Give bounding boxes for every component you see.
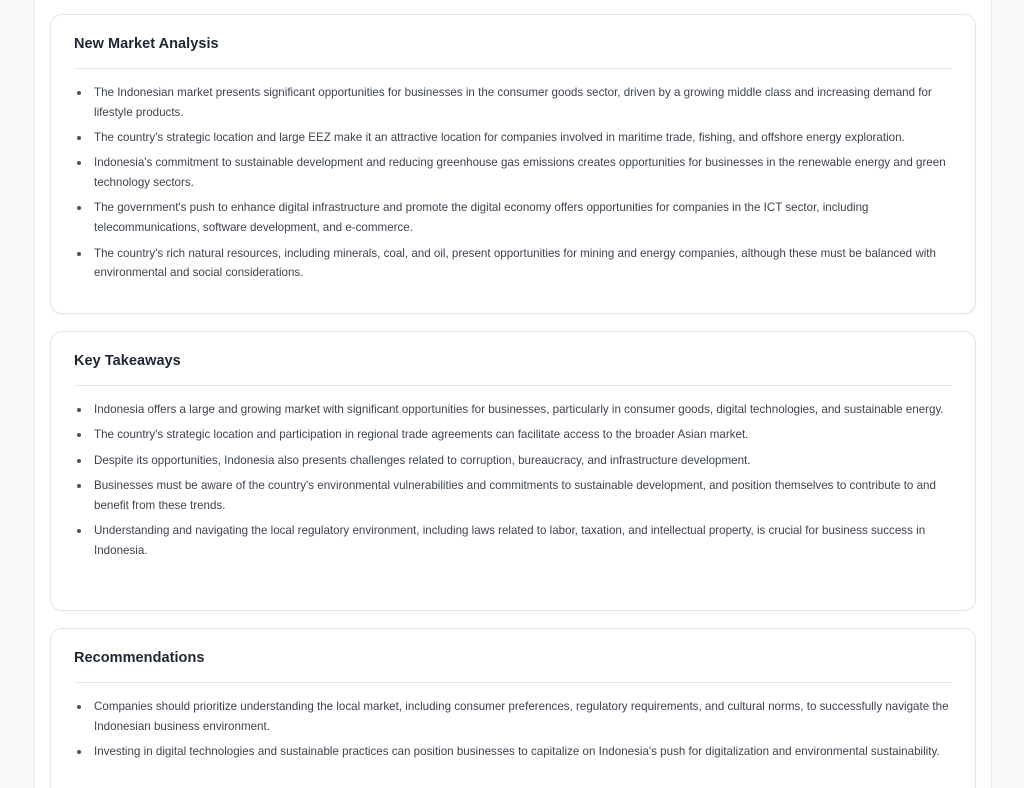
bullet-icon	[77, 91, 81, 95]
bullet-text: The government's push to enhance digital infrastructure and promote the digital economy offers opportunities for companies in the ICT sector, including telecommunications, software development, and e-commerce.	[94, 201, 869, 235]
bullet-list	[74, 400, 952, 566]
bullet-text: Businesses must be aware of the country's environmental vulnerabilities and commitments to sustainable development, and position themselves to contribute to and benefit from these trends.	[94, 478, 936, 512]
bullet-item	[74, 742, 952, 762]
bullet-icon	[77, 206, 81, 210]
bullet-list	[74, 83, 952, 289]
recommendations-card	[50, 628, 976, 788]
section-title: Recommendations	[74, 650, 205, 666]
bullet-item	[74, 476, 952, 516]
bullet-text: The country's strategic location and large EEZ make it an attractive location for companies involved in maritime trade, fishing, and offshore energy exploration.	[94, 131, 905, 145]
bullet-icon	[77, 136, 81, 140]
bullet-icon	[77, 484, 81, 488]
bullet-item	[74, 521, 952, 561]
section-divider	[74, 385, 952, 386]
bullet-text: The Indonesian market presents significant opportunities for businesses in the consumer goods sector, driven by a growing middle class and increasing demand for lifestyle products.	[94, 86, 932, 119]
section-title: Key Takeaways	[74, 353, 181, 369]
bullet-item	[74, 153, 952, 193]
bullet-text: Companies should prioritize understanding the local market, including consumer preferences, regulatory requirements, and cultural norms, to successfully navigate the Indonesian business environment.	[94, 700, 949, 733]
section-title: New Market Analysis	[74, 36, 219, 52]
bullet-text: The country's strategic location and participation in regional trade agreements can facilitate access to the broader Asian market.	[94, 428, 749, 442]
bullet-text: Indonesia offers a large and growing market with significant opportunities for businesses, particularly in consumer goods, digital technologies, and sustainable energy.	[94, 403, 944, 416]
bullet-item	[74, 425, 952, 445]
bullet-text: Indonesia's commitment to sustainable development and reducing greenhouse gas emissions creates opportunities for businesses in the renewable energy and green technology sectors.	[94, 156, 946, 190]
bullet-icon	[77, 408, 81, 412]
report-page	[34, 0, 992, 788]
bullet-text: Understanding and navigating the local regulatory environment, including laws related to labor, taxation, and intellectual property, is crucial for business success in Indonesia.	[94, 523, 926, 557]
bullet-item	[74, 244, 952, 284]
bullet-icon	[77, 459, 81, 463]
bullet-text: Despite its opportunities, Indonesia also presents challenges related to corruption, bureaucracy, and infrastructure development.	[94, 453, 751, 467]
bullet-item	[74, 697, 952, 737]
bullet-icon	[77, 433, 81, 437]
bullet-item	[74, 128, 952, 148]
bullet-item	[74, 451, 952, 471]
section-divider	[74, 682, 952, 683]
bullet-icon	[77, 705, 81, 709]
bullet-item	[74, 400, 952, 420]
section-divider	[74, 68, 952, 69]
bullet-icon	[77, 252, 81, 256]
bullet-icon	[77, 161, 81, 165]
bullet-icon	[77, 750, 81, 754]
bullet-icon	[77, 529, 81, 533]
bullet-item	[74, 198, 952, 238]
new-market-analysis-card	[50, 14, 976, 314]
key-takeaways-card	[50, 331, 976, 611]
bullet-text: Investing in digital technologies and sustainable practices can position businesses to capitalize on Indonesia's push for digitalization and environmental sustainability.	[94, 745, 940, 759]
bullet-item	[74, 83, 952, 123]
bullet-list	[74, 697, 952, 767]
bullet-text: The country's rich natural resources, including minerals, coal, and oil, present opportunities for mining and energy companies, although these must be balanced with environmental and social considerations.	[94, 246, 936, 280]
